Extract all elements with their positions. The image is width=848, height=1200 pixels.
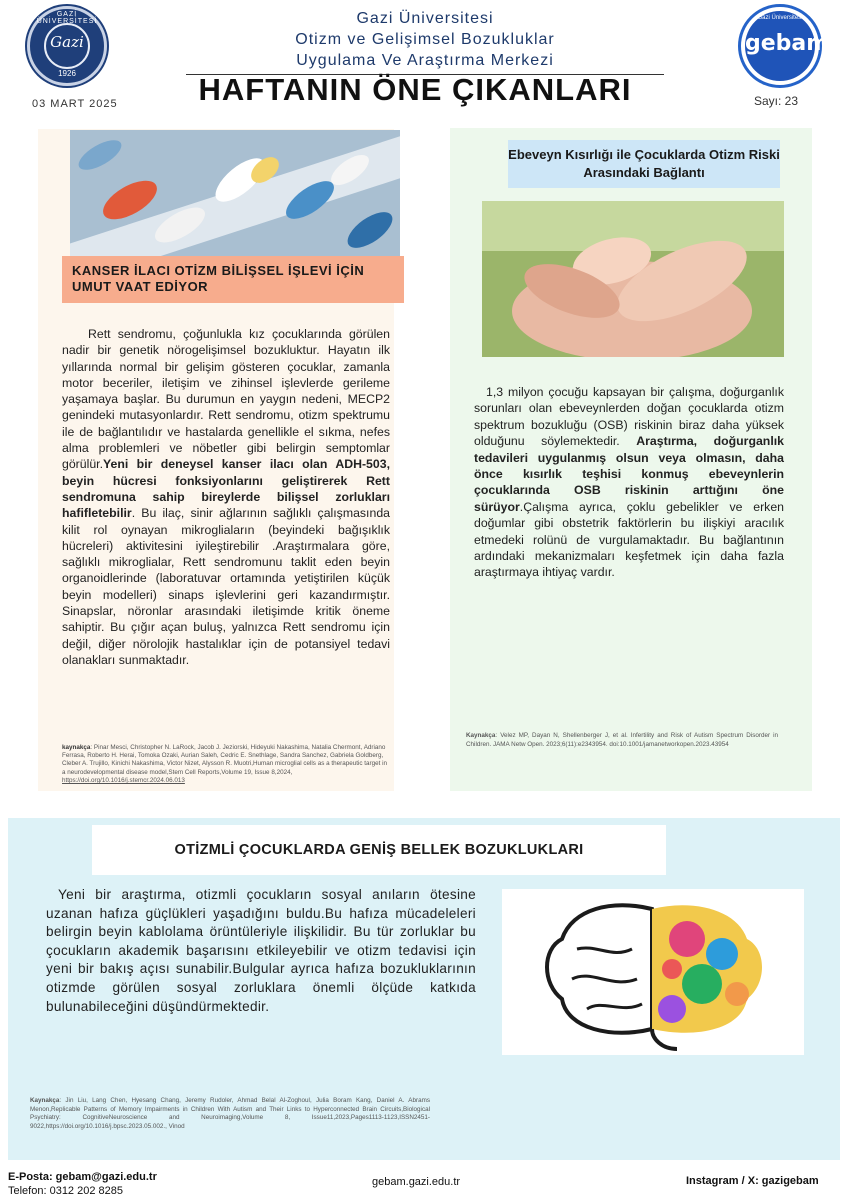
gebam-logo-arc-text: Gazi Üniversitesi <box>757 15 803 21</box>
pills-illustration <box>70 130 400 256</box>
gebam-logo-mark: gebam <box>745 31 830 56</box>
left-article-reference: kaynakça: Pinar Mesci, Christopher N. LaRock, Jacob J. Jeziorski, Hideyuki Nakashima, Natalia Chermont, Adriano Ferrasa, Roberto H. Herai, Tomoka Ozaki, Aurian Saleh, Cedric E. Snethlage, Sandra Sanchez, Gabriela Goldberg, Cleber A. Trujillo, Kinichi Nakashima, Victor Nizet, Alysson R. Muotri,Human microglial cells as a therapeutic target in a neurodevelopmental disease model,Stem Cell Reports,Volume 19, Issue 8,2024, https://doi.org/10.1016/j.stemcr.2024.06.013 <box>62 744 388 784</box>
footer-contact <box>8 1170 157 1198</box>
left-article-title: KANSER İLACI OTİZM BİLİŞSEL İŞLEVİ İÇİN UMUT VAAT EDİYOR <box>62 256 404 303</box>
footer-phone: Telefon: 0312 202 8285 <box>8 1185 123 1197</box>
newsletter-title: HAFTANIN ÖNE ÇIKANLARI <box>198 72 632 107</box>
right-article-reference: Kaynakça: Velez MP, Dayan N, Shellenberger J, et al. Infertility and Risk of Autism Spectrum Disorder in Children. JAMA Netw Open. 2023;6(11):e2343954. doi:10.1001/jamanetworkopen.2023.43954 <box>466 732 778 748</box>
medicine-pills-image <box>70 130 400 256</box>
footer-website[interactable]: gebam.gazi.edu.tr <box>372 1176 461 1188</box>
right-article-highlight: Araştırma, doğurganlık tedavileri uygulanmış olsun veya olmasın, daha önce kısırlık teşhisi konmuş ebeveynlerin çocuklarında OSB riskinin arttığını öne sürüyor <box>474 434 784 514</box>
left-article-highlight: Yeni bir deneysel kanser ilacı olan ADH-503, beyin hücresi fonksiyonlarını geliştirerek Rett sendromuna sahip bireylerde bilişsel zorlukları hafifletebilir <box>62 457 390 521</box>
hands-illustration <box>482 201 784 357</box>
logo-arc-text: GAZİ ÜNİVERSİTESİ <box>36 11 98 25</box>
center-name-line2: Uygulama Ve Araştırma Merkezi <box>296 52 554 69</box>
bottom-article-body: Yeni bir araştırma, otizmli çocukların sosyal anıların ötesine uzanan hafıza güçlükleri yaşadığını buldu.Bu hafıza mücadeleleri belirgin beyin kablolama örüntüleriyle ilişkilidir. Bu tür zorluklar bu çocukların akademik başarısını etkileyebilir ve otizm tedavisi için yeni bir bakış açısı sunabilir.Bulgular ayrıca hafıza bozukluklarının otizmde görülen sosyal zorluklara önemli ölçüde katkıda bulunabileceğini düşündürmektedir. <box>46 887 476 1014</box>
footer-social[interactable]: Instagram / X: gazigebam <box>686 1175 819 1187</box>
gazi-university-logo <box>27 6 107 86</box>
brain-image <box>502 889 804 1055</box>
issue-date: 03 MART 2025 <box>32 98 118 110</box>
left-article-doi-link[interactable]: https://doi.org/10.1016/j.stemcr.2024.06.013 <box>62 776 185 784</box>
bottom-article-reference: Kaynakça: Jin Liu, Lang Chen, Hyesang Chang, Jeremy Rudoler, Ahmad Belal Al-Zoghoul, Julia Boram Kang, Daniel A. Abrams Menon,Replicable Patterns of Memory Impairments in Children With Autism and Their Links to Hyperconnected Brain Circuits,Biological Psychiatry: CognitiveNeuroscience and Neuroimaging,Volume 8, Issue11,2023,Pages1113-1123,ISSN2451-9022,https://doi.org/10.1016/j.bpsc.2023.05.002., Vinod <box>30 1097 430 1130</box>
brain-illustration <box>502 889 804 1055</box>
center-name-line1: Otizm ve Gelişimsel Bozukluklar <box>295 31 555 48</box>
right-article-title: Ebeveyn Kısırlığı ile Çocuklarda Otizm Riski Arasındaki Bağlantı <box>508 140 780 188</box>
logo-signature: Gazi <box>50 33 84 51</box>
gebam-logo <box>738 4 830 88</box>
university-name: Gazi Üniversitesi <box>356 10 494 27</box>
header-org-lines <box>190 8 660 71</box>
hands-image <box>482 201 784 357</box>
footer-email[interactable]: E-Posta: gebam@gazi.edu.tr <box>8 1171 157 1183</box>
right-article-body: 1,3 milyon çocuğu kapsayan bir çalışma, doğurganlık sorunları olan ebeveynlerden doğan çocuklarda otizm spektrum bozukluğu (OSB) riskinin biraz daha yüksek olduğunu söylemektedir. Araştırma, doğurganlık tedavileri uygulanmış olsun veya olmasın, daha önce kısırlık teşhisi konmuş ebeveynlerin çocuklarında OSB riskinin arttığını öne sürüyor.Çalışma ayrıca, çoklu gebelikler ve erken doğumlar gibi obstetrik faktörlerin bu ilişkiyi aracılık etmedeki rolünü de vurgulamaktadır. Bu bağlantının ardındaki mekanizmaları keşfetmek için daha fazla araştırmaya ihtiyaç vardır. <box>474 385 784 580</box>
issue-number: Sayı: 23 <box>754 94 799 108</box>
logo-year: 1926 <box>58 69 76 78</box>
bottom-article-title: OTİZMLİ ÇOCUKLARDA GENİŞ BELLEK BOZUKLUKLARI <box>92 825 666 875</box>
left-article-body: Rett sendromu, çoğunlukla kız çocuklarında görülen nadir bir genetik nörogelişimsel bozukluktur. Hayatın ilk yıllarında normal bir gelişim gösteren çocuklar, zamanla motor beceriler, iletişim ve zihinsel işlevlerde gerileme yaşamaya başlar. Bu durumun en yaygın nedeni, MECP2 genindeki mutasyonlardır. Rett sendromu, otizm spektrumu ile de bağlantılıdır ve hastalarda genellikle el sıkma, nefes alma problemleri ve nöbetler gibi belirgin semptomlar görülür.Yeni bir deneysel kanser ilacı olan ADH-503, beyin hücresi fonksiyonlarını geliştirerek Rett sendromuna sahip bireylerde bilişsel zorlukları hafifletebilir. Bu ilaç, sinir ağlarının sağlıklı çalışmasında kilit rol oynayan mikrogliaların (beyindeki bağışıklık hücreleri) aktivitesini iyileştirebilir .Araştırmalara göre, sağlıklı mikroglialar, Rett sendromunu taklit eden beyin organoidlerinde (laboratuvar ortamında yetiştirilen küçük beyin modelleri) sinaps işlevlerini geri kazandırmıştır. Sinapslar, nöronlar arasındaki iletişimde kritik öneme sahiptir. Bu çığır açan buluş, yalnızca Rett sendromu için değil, diğer nörolojik hastalıklar için de potansiyel tedavi olanakları sunmaktadır. <box>62 327 390 667</box>
